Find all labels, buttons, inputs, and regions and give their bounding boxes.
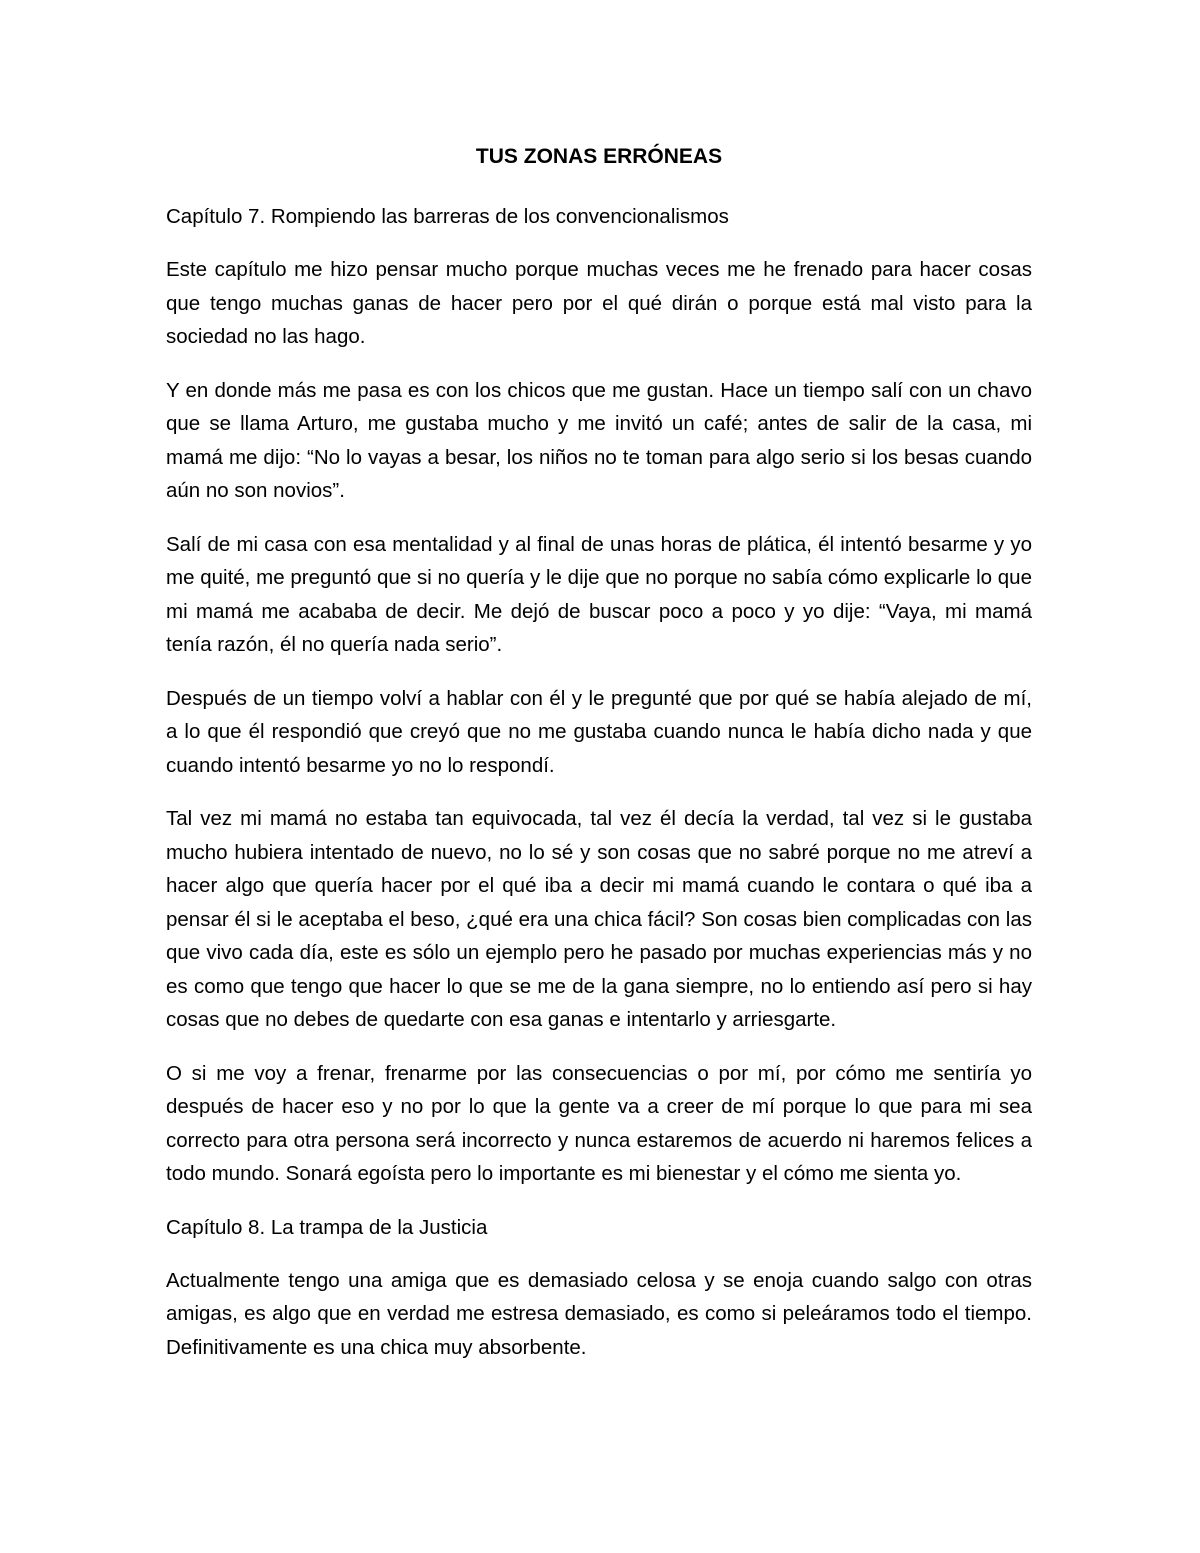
document-body	[166, 140, 1032, 1384]
document-title: TUS ZONAS ERRÓNEAS	[475, 145, 723, 168]
chapter-8-heading: Capítulo 8. La trampa de la Justicia	[166, 1215, 488, 1239]
chapter-7-paragraph-2: Y en donde más me pasa es con los chicos que me gustan. Hace un tiempo salí con un chavo que se llama Arturo, me gustaba mucho y me invitó un café; antes de salir de la casa, mi mamá me dijo: “No lo vayas a besar, los niños no te toman para algo serio si los besas cuando aún no son novios”.	[166, 378, 1032, 502]
chapter-8-paragraph-1: Actualmente tengo una amiga que es demasiado celosa y se enoja cuando salgo con otras amigas, es algo que en verdad me estresa demasiado, es como si peleáramos todo el tiempo. Definitivamente es una chica muy absorbente.	[166, 1268, 1032, 1359]
chapter-7-paragraph-1: Este capítulo me hizo pensar mucho porque muchas veces me he frenado para hacer cosas que tengo muchas ganas de hacer pero por el qué dirán o porque está mal visto para la sociedad no las hago.	[166, 258, 1032, 348]
chapter-7-heading: Capítulo 7. Rompiendo las barreras de los convencionalismos	[166, 205, 729, 228]
chapter-7-paragraph-6: O si me voy a frenar, frenarme por las consecuencias o por mí, por cómo me sentiría yo después de hacer eso y no por lo que la gente va a creer de mí porque lo que para mi sea correcto para otra persona será incorrecto y nunca estaremos de acuerdo ni haremos felices a todo mundo. Sonará egoísta pero lo importante es mi bienestar y el cómo me sienta yo.	[166, 1061, 1032, 1185]
chapter-7-paragraph-5: Tal vez mi mamá no estaba tan equivocada, tal vez él decía la verdad, tal vez si le gustaba mucho hubiera intentado de nuevo, no lo sé y son cosas que no sabré porque no me atreví a hacer algo que quería hacer por el qué iba a decir mi mamá cuando le contara o qué iba a pensar él si le aceptaba el beso, ¿qué era una chica fácil? Son cosas bien complicadas con las que vivo cada día, este es sólo un ejemplo pero he pasado por muchas experiencias más y no es como que tengo que hacer lo que se me de la gana siempre, no lo entiendo así pero si hay cosas que no debes de quedarte con esa ganas e intentarlo y arriesgarte.	[166, 807, 1032, 1031]
chapter-7-paragraph-4: Después de un tiempo volví a hablar con él y le pregunté que por qué se había alejado de mí, a lo que él respondió que creyó que no me gustaba cuando nunca le había dicho nada y que cuando intentó besarme yo no lo respondí.	[166, 686, 1032, 777]
chapter-7-paragraph-3: Salí de mi casa con esa mentalidad y al final de unas horas de plática, él intentó besarme y yo me quité, me preguntó que si no quería y le dije que no porque no sabía cómo explicarle lo que mi mamá me acababa de decir. Me dejó de buscar poco a poco y yo dije: “Vaya, mi mamá tenía razón, él no quería nada serio”.	[166, 532, 1032, 656]
